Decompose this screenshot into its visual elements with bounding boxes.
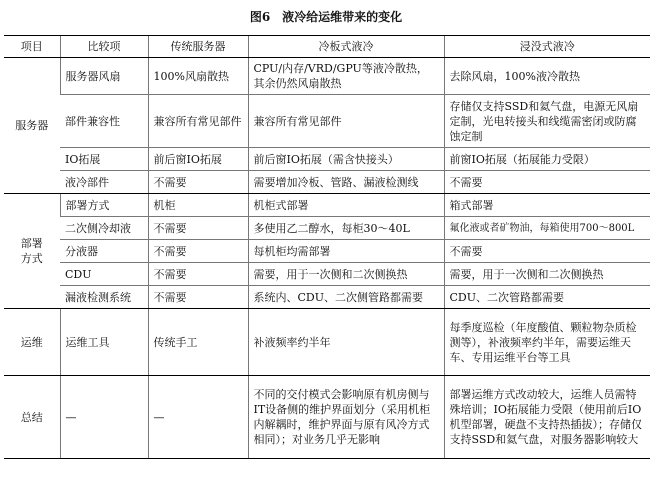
table-row [4,309,650,376]
table-row [4,194,650,217]
cell: — [60,376,148,459]
cell: 前窗IO拓展（拓展能力受限） [444,148,650,171]
header-item: 项目 [4,36,60,58]
cell: 前后窗IO拓展（需含快接头） [248,148,444,171]
cell: 不需要 [148,217,248,240]
cell: — [148,376,248,459]
group-summary: 总结 [4,376,60,459]
cell: 兼容所有常见部件 [248,95,444,148]
cell: 每机柜均需部署 [248,240,444,263]
table-caption: 图6 液冷给运维带来的变化 [249,10,403,24]
group-deploy: 部署 方式 [4,194,60,309]
table-row [4,171,650,194]
cell: 存储仅支持SSD和氦气盘，电源无风扇定制，光电转接头和线缆需密闭或防腐蚀定制 [444,95,650,148]
header-row [4,36,650,58]
header-traditional: 传统服务器 [148,36,248,58]
cell: 不需要 [148,263,248,286]
cell: 不需要 [148,171,248,194]
cell: 补液频率约半年 [248,309,444,376]
cell: 液冷部件 [60,171,148,194]
table-row [4,58,650,95]
cell: 不同的交付模式会影响原有机房侧与IT设备侧的维护界面划分（采用机柜内解耦时，维护界面与原有风冷方式相同）；对业务几乎无影响 [248,376,444,459]
header-immersion: 浸没式液冷 [444,36,650,58]
cell: 需要，用于一次侧和二次侧换热 [444,263,650,286]
cell: CDU [60,263,148,286]
table-row [4,148,650,171]
comparison-table [4,35,650,459]
cell: 传统手工 [148,309,248,376]
group-server: 服务器 [4,58,60,194]
table-row [4,95,650,148]
cell: 漏液检测系统 [60,286,148,309]
cell: 不需要 [148,286,248,309]
table-row [4,286,650,309]
cell: 部件兼容性 [60,95,148,148]
cell: 每季度巡检（年度酸值、颗粒物杂质检测等），补液频率约半年，需要运维天车、专用运维平台等工具 [444,309,650,376]
table-row [4,263,650,286]
cell: 需要增加冷板、管路、漏液检测线 [248,171,444,194]
cell: 前后窗IO拓展 [148,148,248,171]
cell: 100%风扇散热 [148,58,248,95]
cell: 部署运维方式改动较大，运维人员需特殊培训；IO拓展能力受限（使用前后IO机型部署，硬盘不支持热插拔）；存储仅支持SSD和氦气盘，对服务器影响较大 [444,376,650,459]
cell: IO拓展 [60,148,148,171]
cell: 服务器风扇 [60,58,148,95]
cell: 兼容所有常见部件 [148,95,248,148]
table-row [4,217,650,240]
cell: 去除风扇，100%液冷散热 [444,58,650,95]
table-row [4,240,650,263]
cell: 部署方式 [60,194,148,217]
group-ops: 运维 [4,309,60,376]
cell: 需要，用于一次侧和二次侧换热 [248,263,444,286]
cell: 箱式部署 [444,194,650,217]
cell: 不需要 [148,240,248,263]
cell: CDU、二次管路都需要 [444,286,650,309]
cell: 不需要 [444,240,650,263]
cell: 氟化液或者矿物油，每箱使用700～800L [444,217,650,240]
cell: 多使用乙二醇水，每柜30～40L [248,217,444,240]
cell: 机柜式部署 [248,194,444,217]
cell: 运维工具 [60,309,148,376]
cell: 机柜 [148,194,248,217]
cell: 二次侧冷却液 [60,217,148,240]
table-row [4,376,650,459]
cell: 系统内、CDU、二次侧管路都需要 [248,286,444,309]
cell: CPU/内存/VRD/GPU等液冷散热，其余仍然风扇散热 [248,58,444,95]
header-compare: 比较项 [60,36,148,58]
header-cold-plate: 冷板式液冷 [248,36,444,58]
cell: 分液器 [60,240,148,263]
cell: 不需要 [444,171,650,194]
